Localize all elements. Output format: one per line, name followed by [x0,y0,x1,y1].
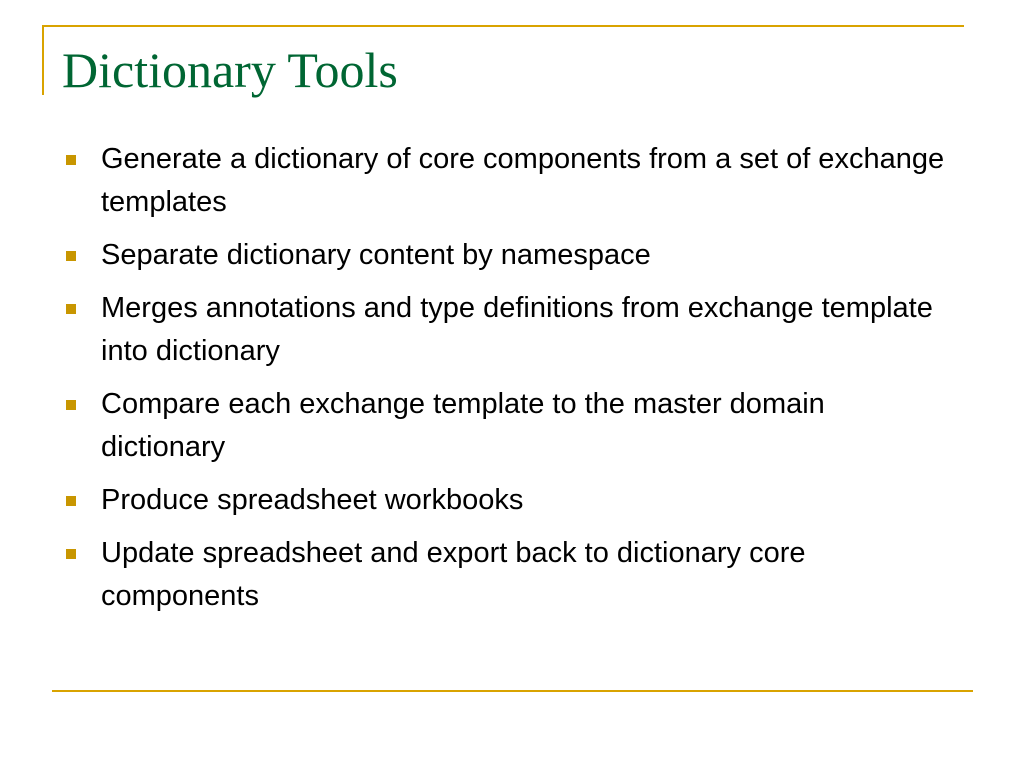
title-accent-top-rule [42,25,964,27]
square-bullet-icon [66,496,76,506]
square-bullet-icon [66,400,76,410]
title-accent-vertical-rule [42,25,44,95]
bullet-item [66,138,946,224]
bullet-text: Compare each exchange template to the master domain dictionary [101,388,825,463]
square-bullet-icon [66,549,76,559]
footer-divider-rule [52,690,973,692]
bullet-item [66,383,946,469]
bullet-item [66,234,946,277]
slide-title: Dictionary Tools [62,42,398,98]
bullet-text: Update spreadsheet and export back to dictionary core components [101,537,806,612]
bullet-text: Separate dictionary content by namespace [101,239,651,271]
bullet-list [66,138,946,628]
bullet-item [66,532,946,618]
bullet-text: Generate a dictionary of core components from a set of exchange templates [101,143,945,218]
square-bullet-icon [66,155,76,165]
bullet-item [66,479,946,522]
bullet-text: Produce spreadsheet workbooks [101,484,524,516]
square-bullet-icon [66,251,76,261]
square-bullet-icon [66,304,76,314]
bullet-text: Merges annotations and type definitions from exchange template into dictionary [101,292,933,367]
bullet-item [66,287,946,373]
